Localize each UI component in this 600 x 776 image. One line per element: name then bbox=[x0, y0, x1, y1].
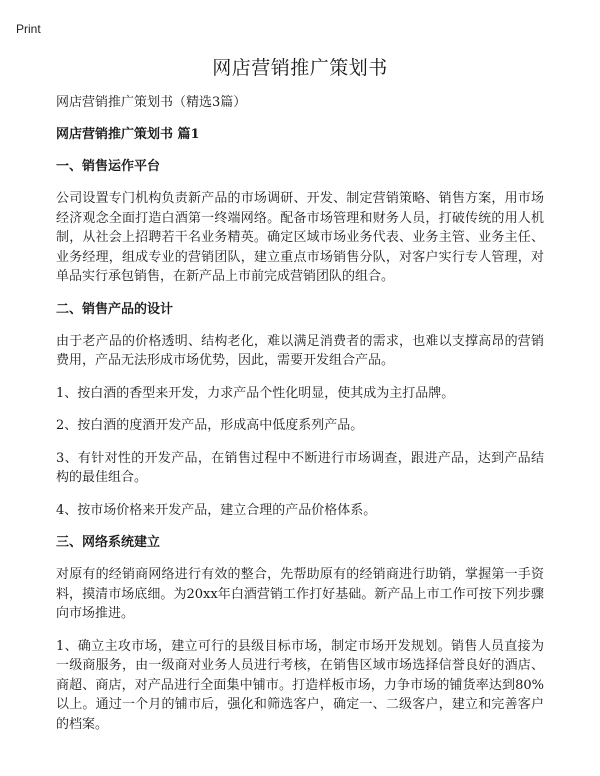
paragraph: 公司设置专门机构负责新产品的市场调研、开发、制定营销策略、销售方案，用市场经济观念全面打造白酒第一终端网络。配备市场管理和财务人员，打破传统的用人机制，从社会上招聘若干名业务精英。确定区域市场业务代表、业务主管、业务主任、业务经理，组成专业的营销团队，建立重点市场销售分队，对客户实行专人管理，对单品实行承包销售，在新产品上市前完成营销团队的组合。 bbox=[56, 191, 544, 284]
section-heading: 二、销售产品的设计 bbox=[56, 301, 174, 317]
document-body bbox=[56, 158, 544, 734]
paragraph: 1、按白酒的香型来开发，力求产品个性化明显，使其成为主打品牌。 bbox=[56, 385, 455, 401]
section-heading: 三、网络系统建立 bbox=[56, 535, 161, 550]
document-title: 网店营销推广策划书 bbox=[212, 57, 388, 79]
paragraph: 1、确立主攻市场，建立可行的县级目标市场，制定市场开发规划。销售人员直接为一级商服务，由一级商对业务人员进行考核，在销售区域市场选择信誉良好的酒店、商超、商店，对产品进行全面集中铺市。打造样板市场，力争市场的铺货率达到80%以上。通过一个月的铺市后，强化和筛选客户，确定一、二级客户，建立和完善客户的档案。 bbox=[56, 638, 544, 732]
section-heading: 一、销售运作平台 bbox=[56, 159, 161, 174]
print-label[interactable]: Print bbox=[16, 22, 41, 36]
section-title: 网店营销推广策划书 篇1 bbox=[56, 127, 200, 142]
paragraph: 4、按市场价格来开发产品，建立合理的产品价格体系。 bbox=[56, 502, 377, 518]
paragraph: 对原有的经销商网络进行有效的整合，先帮助原有的经销商进行助销，掌握第一手资料，摸清市场底细。为20xx年白酒营销工作打好基础。新产品上市工作可按下列步骤向市场推进。 bbox=[56, 567, 544, 621]
document-subtitle: 网店营销推广策划书（精选3篇） bbox=[56, 95, 247, 110]
paragraph: 2、按白酒的度酒开发产品，形成高中低度系列产品。 bbox=[56, 418, 364, 433]
paragraph: 由于老产品的价格透明、结构老化，难以满足消费者的需求，也难以支撑高昂的营销费用，产品无法形成市场优势，因此，需要开发组合产品。 bbox=[56, 333, 544, 368]
paragraph: 3、有针对性的开发产品，在销售过程中不断进行市场调查，跟进产品，达到产品结构的最佳组合。 bbox=[56, 450, 544, 485]
